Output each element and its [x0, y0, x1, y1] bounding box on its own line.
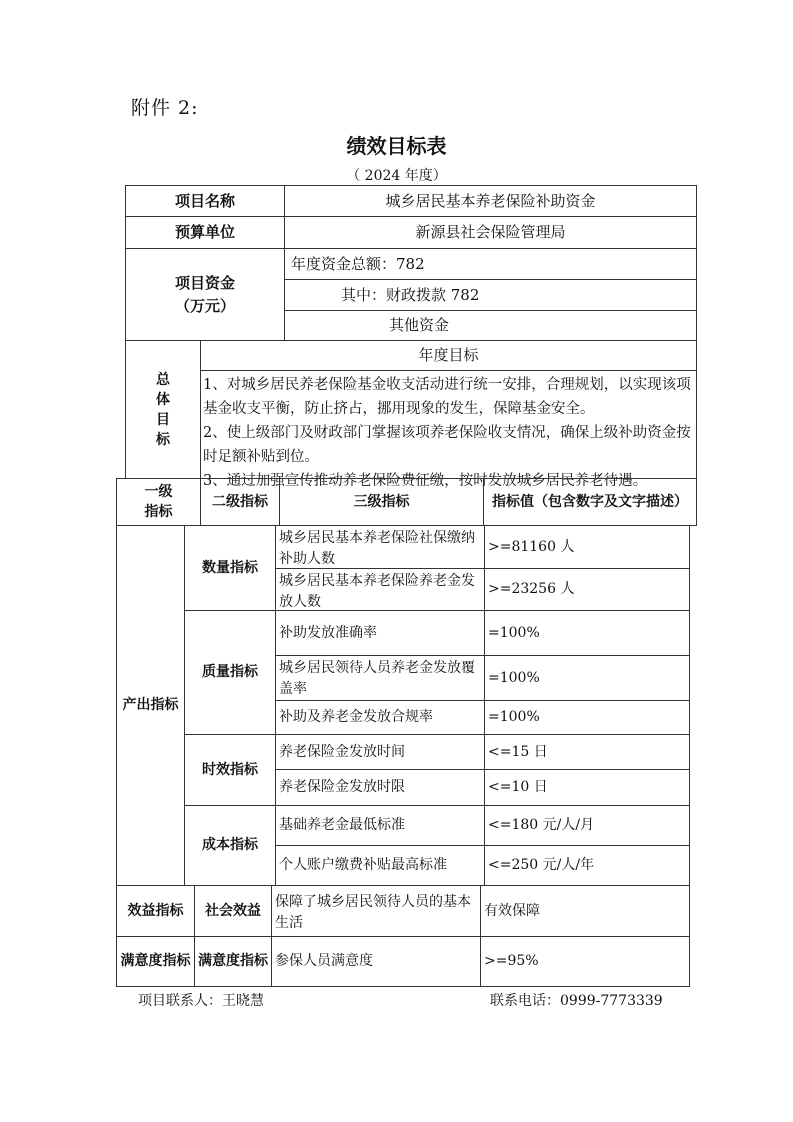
table-row-value: >=81160 人	[484, 525, 690, 569]
table-row-level3: 参保人员满意度	[271, 936, 481, 987]
goal-2: 2、使上级部门及财政部门掌握该项养老保险收支情况，确保上级补助资金按时足额补贴到位。	[203, 425, 691, 465]
table-row-value: =100%	[484, 655, 690, 701]
budget-unit-value: 新源县社会保险管理局	[284, 216, 697, 249]
table-row-value: =100%	[484, 700, 690, 735]
project-name-value: 城乡居民基本养老保险补助资金	[284, 185, 697, 217]
satisfaction-indicator-label: 满意度指标	[116, 936, 195, 987]
table-row-level3: 补助及养老金发放合规率	[275, 700, 485, 735]
budget-unit-label: 预算单位	[125, 216, 285, 249]
timeliness-indicator: 时效指标	[184, 734, 276, 806]
cost-indicator: 成本指标	[184, 805, 276, 886]
table-row-value: <=180 元/人/月	[484, 805, 690, 846]
table-row-level3: 个人账户缴费补贴最高标准	[275, 845, 485, 886]
table-row-level3: 补助发放准确率	[275, 610, 485, 656]
table-row-value: <=15 日	[484, 734, 690, 770]
quality-indicator: 质量指标	[184, 610, 276, 735]
attachment-label: 附件 2:	[131, 97, 199, 119]
page-title: 绩效目标表	[346, 134, 447, 158]
fund-fiscal: 其中：财政拨款 782	[284, 279, 697, 311]
table-row-level3: 城乡居民领待人员养老金发放覆盖率	[275, 655, 485, 701]
quantity-indicator: 数量指标	[184, 525, 276, 611]
table-row-level3: 养老保险金发放时间	[275, 734, 485, 770]
contact-person: 项目联系人：王晓慧	[138, 993, 264, 1009]
table-row-value: >=23256 人	[484, 568, 690, 611]
overall-goal-label: 总 体 目 标	[125, 340, 201, 479]
table-row-level3: 城乡居民基本养老保险养老金发放人数	[275, 568, 485, 611]
header-level3: 三级指标	[279, 478, 484, 526]
table-row-value: 有效保障	[480, 885, 690, 937]
benefit-indicator-label: 效益指标	[116, 885, 195, 937]
fund-other: 其他资金	[284, 310, 697, 341]
table-row-value: >=95%	[480, 936, 690, 987]
table-row-level3: 保障了城乡居民领待人员的基本生活	[271, 885, 481, 937]
table-row-level3: 基础养老金最低标准	[275, 805, 485, 846]
table-row-value: <=250 元/人/年	[484, 845, 690, 886]
project-fund-label: 项目资金 （万元）	[125, 248, 285, 341]
header-level2: 二级指标	[200, 478, 280, 526]
social-benefit-indicator: 社会效益	[194, 885, 272, 937]
table-row-level3: 养老保险金发放时限	[275, 769, 485, 806]
satisfaction-level2: 满意度指标	[194, 936, 272, 987]
contact-phone: 联系电话：0999-7773339	[490, 993, 663, 1009]
fund-total: 年度资金总额：782	[284, 248, 697, 280]
output-indicator-label: 产出指标	[116, 525, 185, 886]
header-value: 指标值（包含数字及文字描述）	[483, 478, 697, 526]
year-label: （ 2024 年度）	[346, 168, 447, 184]
table-row-value: =100%	[484, 610, 690, 656]
goal-3: 3、通过加强宣传推动养老保险费征缴，按时发放城乡居民养老待遇。	[203, 473, 648, 489]
table-row-value: <=10 日	[484, 769, 690, 806]
goal-1: 1、对城乡居民养老保险基金收支活动进行统一安排，合理规划，以实现该项基金收支平衡，防止挤占，挪用现象的发生，保障基金安全。	[203, 377, 691, 417]
year-goal-header: 年度目标	[200, 340, 697, 371]
year-goal-text	[200, 370, 697, 489]
header-level1: 一级 指标	[116, 478, 201, 526]
project-name-label: 项目名称	[125, 185, 285, 217]
table-row-level3: 城乡居民基本养老保险社保缴纳补助人数	[275, 525, 485, 569]
